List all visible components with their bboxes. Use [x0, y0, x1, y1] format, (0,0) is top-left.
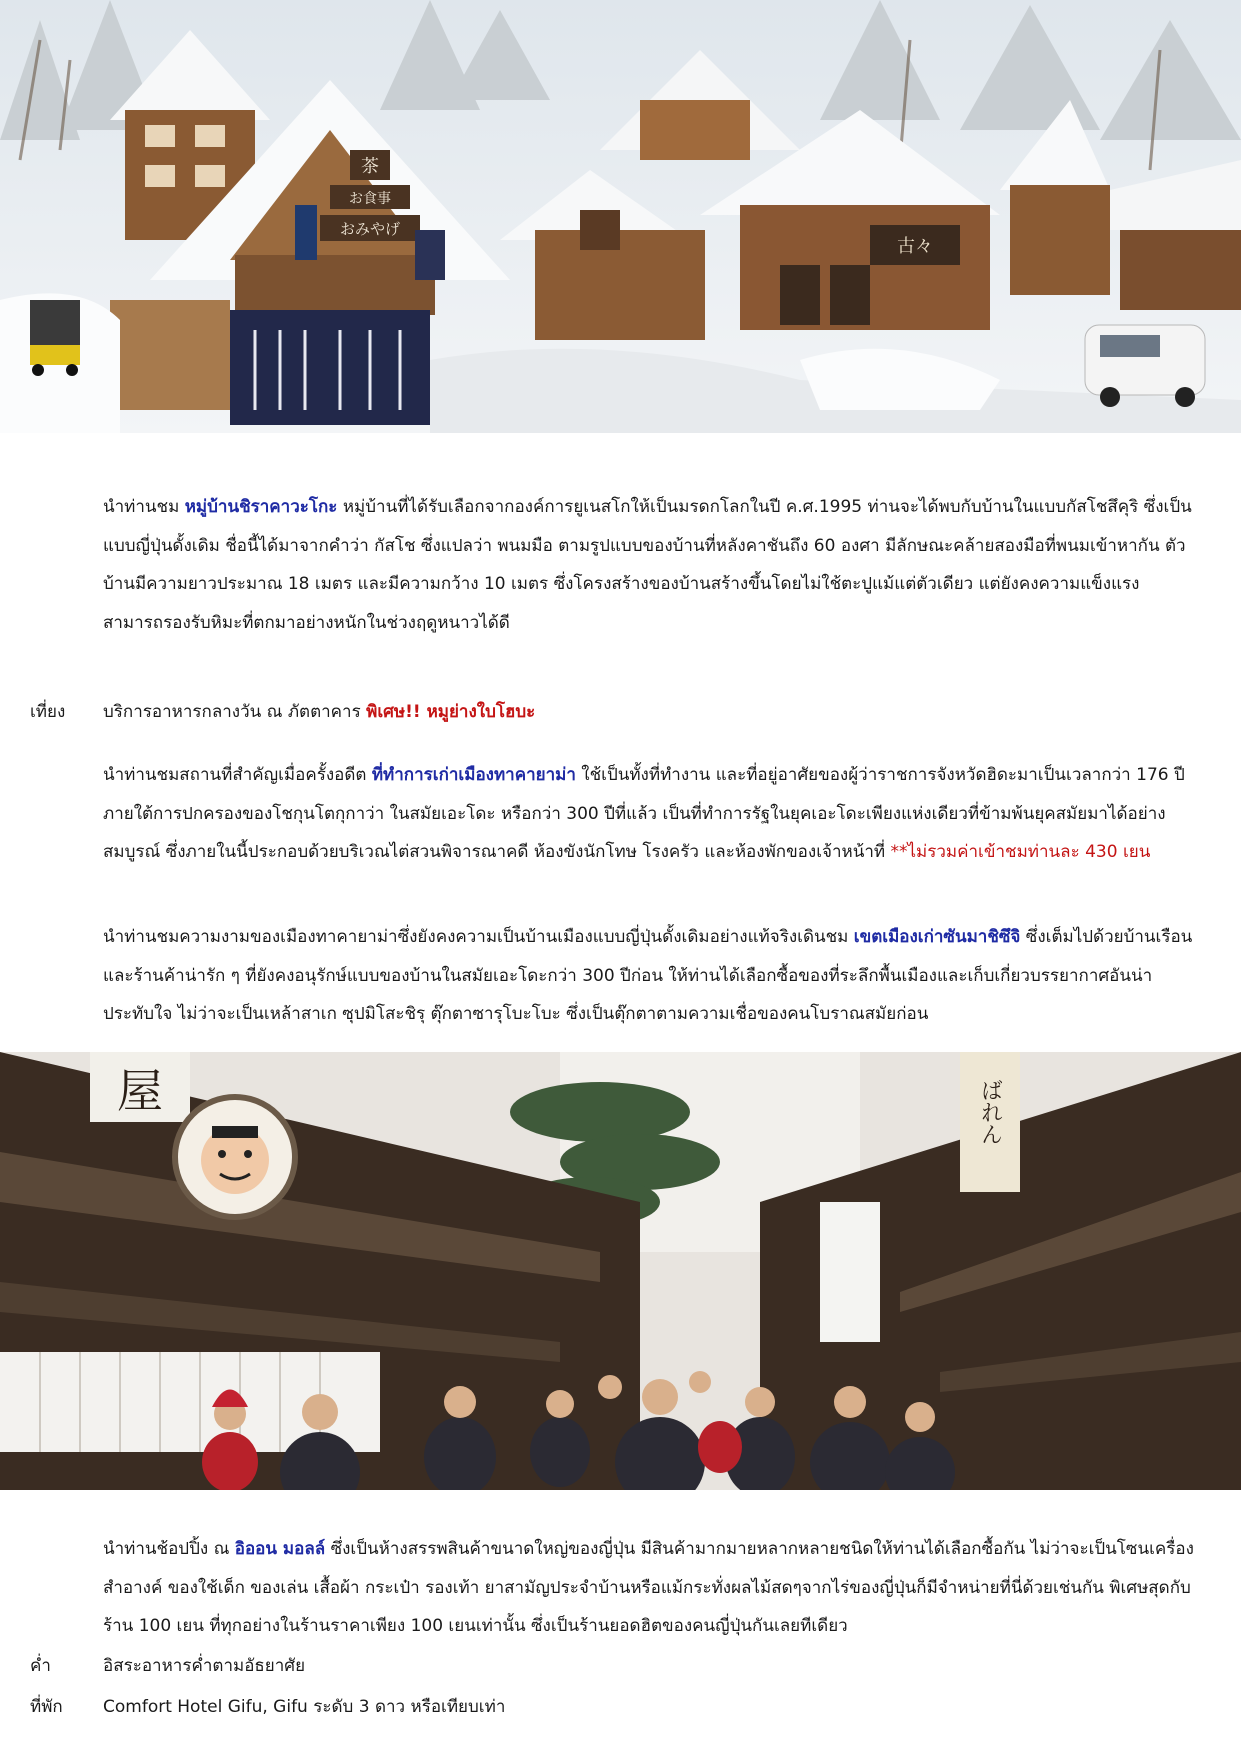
lunch-row: [30, 697, 535, 727]
street-shop-sign: 屋: [117, 1064, 163, 1118]
aeon-body: ซึ่งเป็นห้างสรรพสินค้าขนาดใหญ่ของญี่ปุ่น มีสินค้ามากมายหลากหลายชนิดให้ท่านได้เลือกซื้อกัน ไม่ว่าจะเป็นโซนเครื่องสำอางค์ ของใช้เด็ก ของเล่น เสื้อผ้า กระเป๋า รองเท้า ยาสามัญประจำบ้านหรือแม้กระทั่งผลไม้สดๆจากไร่ของญี่ปุ่นก็มีจำหน่ายที่นี่ด้วยเช่นกัน พิเศษสุดกับร้าน 100 เยน ที่ทุกอย่างในร้านราคาเพียง 100 เยนเท่านั้น ซึ่งเป็นร้านยอดฮิตของคนญี่ปุ่นกันเลยทีเดียว: [103, 1539, 1194, 1636]
jinya-place: ที่ทำการเก่าเมืองทาคายาม่า: [371, 765, 576, 785]
intro-body: หมู่บ้านที่ได้รับเลือกจากองค์การยูเนสโกให้เป็นมรดกโลกในปี ค.ศ.1995 ท่านจะได้พบกับบ้านในแบบกัสโชสึคุริ ซึ่งเป็นแบบญี่ปุ่นดั้งเดิม ชื่อนี้ได้มาจากคำว่า กัสโช ซึ่งแปลว่า พนมมือ ตามรูปแบบของบ้านที่หลังคาชันถึง 60 องศา มีลักษณะคล้ายสองมือที่พนมเข้าหากัน ตัวบ้านมีความยาวประมาณ 18 เมตร และมีความกว้าง 10 เมตร ซึ่งโครงสร้างของบ้านสร้างขึ้นโดยไม่ใช้ตะปูแม้แต่ตัวเดียว แต่ยังคงความแข็งแรงสามารถรองรับหิมะที่ตกมาอย่างหนักในช่วงฤดูหนาวได้ดี: [103, 497, 1192, 633]
shop-sign-top: 茶: [361, 156, 379, 177]
shop-sign-mid: お食事: [349, 191, 391, 207]
lunch-label: เที่ยง: [30, 702, 66, 722]
dinner-text: อิสระอาหารค่ำตามอัธยาศัย: [103, 1656, 306, 1676]
intro-lead: นำท่านชม: [103, 497, 185, 517]
sanmachi-place: เขตเมืองเก่าซันมาชิซึจิ: [853, 927, 1021, 947]
lunch-text: บริการอาหารกลางวัน ณ ภัตตาคาร: [103, 702, 367, 722]
dinner-row: [30, 1651, 305, 1681]
jinya-fee-note: **ไม่รวมค่าเข้าชมท่านละ 430 เยน: [890, 842, 1151, 862]
jinya-paragraph: [103, 756, 1197, 872]
shirakawago-paragraph: [103, 488, 1197, 642]
right-shop-sign: 古々: [897, 236, 933, 257]
hotel-label: ที่พัก: [30, 1697, 63, 1717]
aeon-place: อิออน มอลล์: [234, 1539, 326, 1559]
sanmachi-body: ซึ่งเต็มไปด้วยบ้านเรือน และร้านค้าน่ารัก ๆ ที่ยังคงอนุรักษ์แบบของบ้านในสมัยเอะโดะกว่า 300 ปีก่อน ให้ท่านได้เลือกซื้อของที่ระลึกพื้นเมืองและเก็บเกี่ยวบรรยากาศอันน่าประทับใจ ไม่ว่าจะเป็นเหล้าสาเก ซุปมิโสะชิรุ ตุ๊กตาซารุโบะโบะ ซึ่งเป็นตุ๊กตาตามความเชื่อของคนโบราณสมัยก่อน: [103, 927, 1193, 1024]
shop-sign-bottom: おみやげ: [339, 220, 401, 238]
hotel-row: [30, 1692, 505, 1722]
takayama-street-photo: [0, 1052, 1241, 1490]
lunch-special: พิเศษ!! หมูย่างใบโฮบะ: [366, 702, 536, 722]
shirakawago-link: หมู่บ้านชิราคาวะโกะ: [184, 497, 338, 517]
street-right-sign: ばれん: [977, 1079, 1003, 1145]
shirakawago-photo: [0, 0, 1241, 433]
sanmachi-paragraph: [103, 918, 1197, 1034]
hotel-text: Comfort Hotel Gifu, Gifu ระดับ 3 ดาว หรือเทียบเท่า: [103, 1697, 506, 1717]
sanmachi-lead: นำท่านชมความงามของเมืองทาคายาม่าซึ่งยังคงความเป็นบ้านเมืองแบบญี่ปุ่นดั้งเดิมอย่างแท้จริงเดินชม: [103, 927, 854, 947]
aeon-lead: นำท่านช้อปปิ้ง ณ: [103, 1539, 235, 1559]
jinya-body: ใช้เป็นทั้งที่ทำงาน และที่อยู่อาศัยของผู้ว่าราชการจังหวัดฮิดะมาเป็นเวลากว่า 176 ปี ภายใต้การปกครองของโชกุนโตกุกาว่า ในสมัยเอะโดะ หรือกว่า 300 ปีที่แล้ว เป็นที่ทำการรัฐในยุคเอะโดะเพียงแห่งเดียวที่ข้ามพ้นยุคสมัยมาได้อย่างสมบูรณ์ ซึ่งภายในนี้ประกอบด้วยบริเวณไต่สวนพิจารณาคดี ห้องขังนักโทษ โรงครัว และห้องพักของเจ้าหน้าที่: [103, 765, 1185, 862]
dinner-label: ค่ำ: [30, 1656, 51, 1676]
aeon-paragraph: [103, 1530, 1197, 1646]
jinya-lead: นำท่านชมสถานที่สำคัญเมื่อครั้งอดีต: [103, 765, 372, 785]
